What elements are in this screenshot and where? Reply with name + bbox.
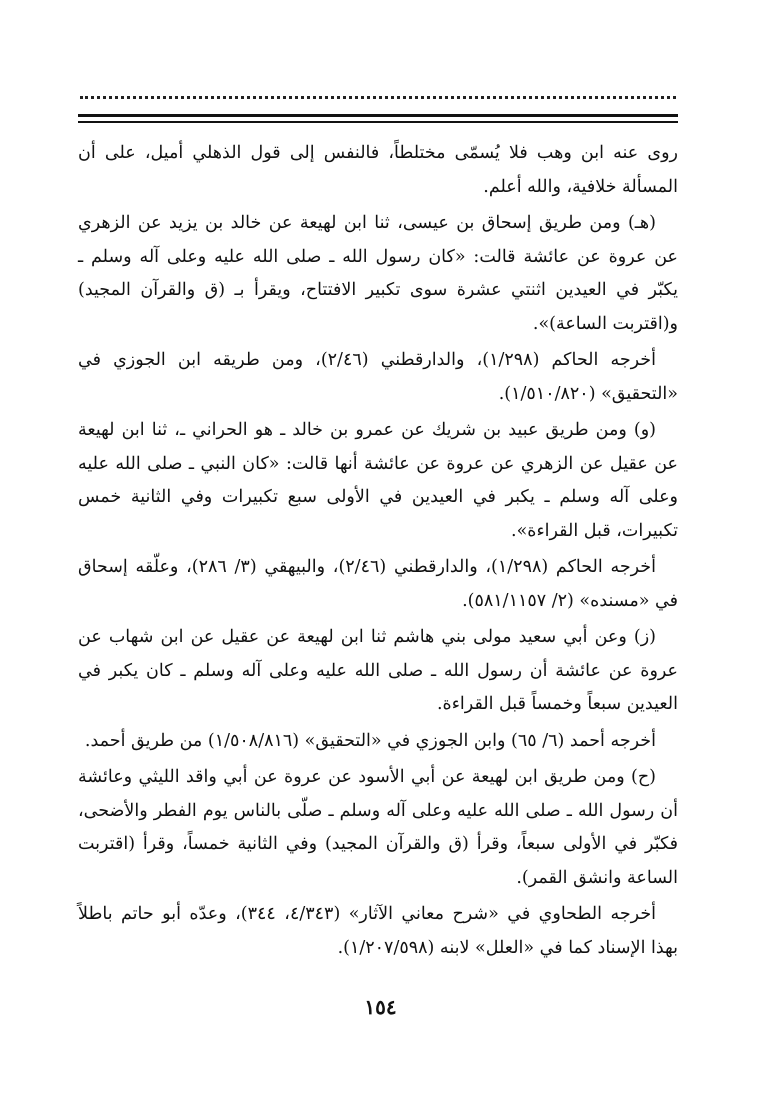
paragraph: أخرجه الحاكم (١/٢٩٨)، والدارقطني (٢/٤٦)، ومن طريقه ابن الجوزي في «التحقيق» (١/٥١٠/٨٢٠). <box>78 350 678 404</box>
paragraph: أخرجه أحمد (٦/ ٦٥) وابن الجوزي في «التحقيق» (١/٥٠٨/٨١٦) من طريق أحمد. <box>84 730 656 751</box>
page-body <box>78 137 678 968</box>
paragraph: (ح) ومن طريق ابن لهيعة عن أبي الأسود عن عروة عن أبي واقد الليثي وعائشة أن رسول الله ـ صلى الله عليه وعلى آله وسلم ـ صلّى بالناس يوم الفطر والأضحى، فكبّر في الأولى سبعاً، وقرأ (ق والقرآن المجيد) وفي الثانية خمساً، وقرأ (اقتربت الساعة وانشق القمر). <box>78 767 678 888</box>
paragraph: (هـ) ومن طريق إسحاق بن عيسى، ثنا ابن لهيعة عن خالد بن يزيد عن الزهري عن عروة عن عائشة قالت: «كان رسول الله ـ صلى الله عليه وعلى آله وسلم ـ يكبّر في العيدين اثنتي عشرة سوى تكبير الافتتاح، ويقرأ بـ (ق والقرآن المجيد) و(اقتربت الساعة)». <box>78 213 678 334</box>
paragraph: أخرجه الطحاوي في «شرح معاني الآثار» (٤/٣٤٣، ٣٤٤)، وعدّه أبو حاتم باطلاً بهذا الإسناد كما في «العلل» لابنه (١/٢٠٧/٥٩٨). <box>78 904 678 958</box>
header-rule-thick <box>78 114 678 117</box>
dotted-header-line <box>80 76 676 99</box>
header-rule-thin <box>78 121 678 123</box>
paragraph: (و) ومن طريق عبيد بن شريك عن عمرو بن خالد ـ هو الحراني ـ، ثنا ابن لهيعة عن عقيل عن الزهري عن عروة عن عائشة أنها قالت: «كان النبي ـ صلى الله عليه وعلى آله وسلم ـ يكبر في العيدين في الأولى سبع تكبيرات وفي الثانية خمس تكبيرات، قبل القراءة». <box>78 420 678 541</box>
paragraph: روى عنه ابن وهب فلا يُسمّى مختلطاً، فالنفس إلى قول الذهلي أميل، على أن المسألة خلافية، والله أعلم. <box>78 143 678 197</box>
paragraph: (ز) وعن أبي سعيد مولى بني هاشم ثنا ابن لهيعة عن عقيل عن ابن شهاب عن عروة عن عائشة أن رسول الله ـ صلى الله عليه وعلى آله وسلم ـ كان يكبر في العيدين سبعاً وخمساً قبل القراءة. <box>78 627 678 714</box>
page-number: ١٥٤ <box>364 995 397 1019</box>
paragraph: أخرجه الحاكم (١/٢٩٨)، والدارقطني (٢/٤٦)، والبيهقي (٣/ ٢٨٦)، وعلّقه إسحاق في «مسنده» (٢/ ٥٨١/١١٥٧). <box>78 557 678 611</box>
